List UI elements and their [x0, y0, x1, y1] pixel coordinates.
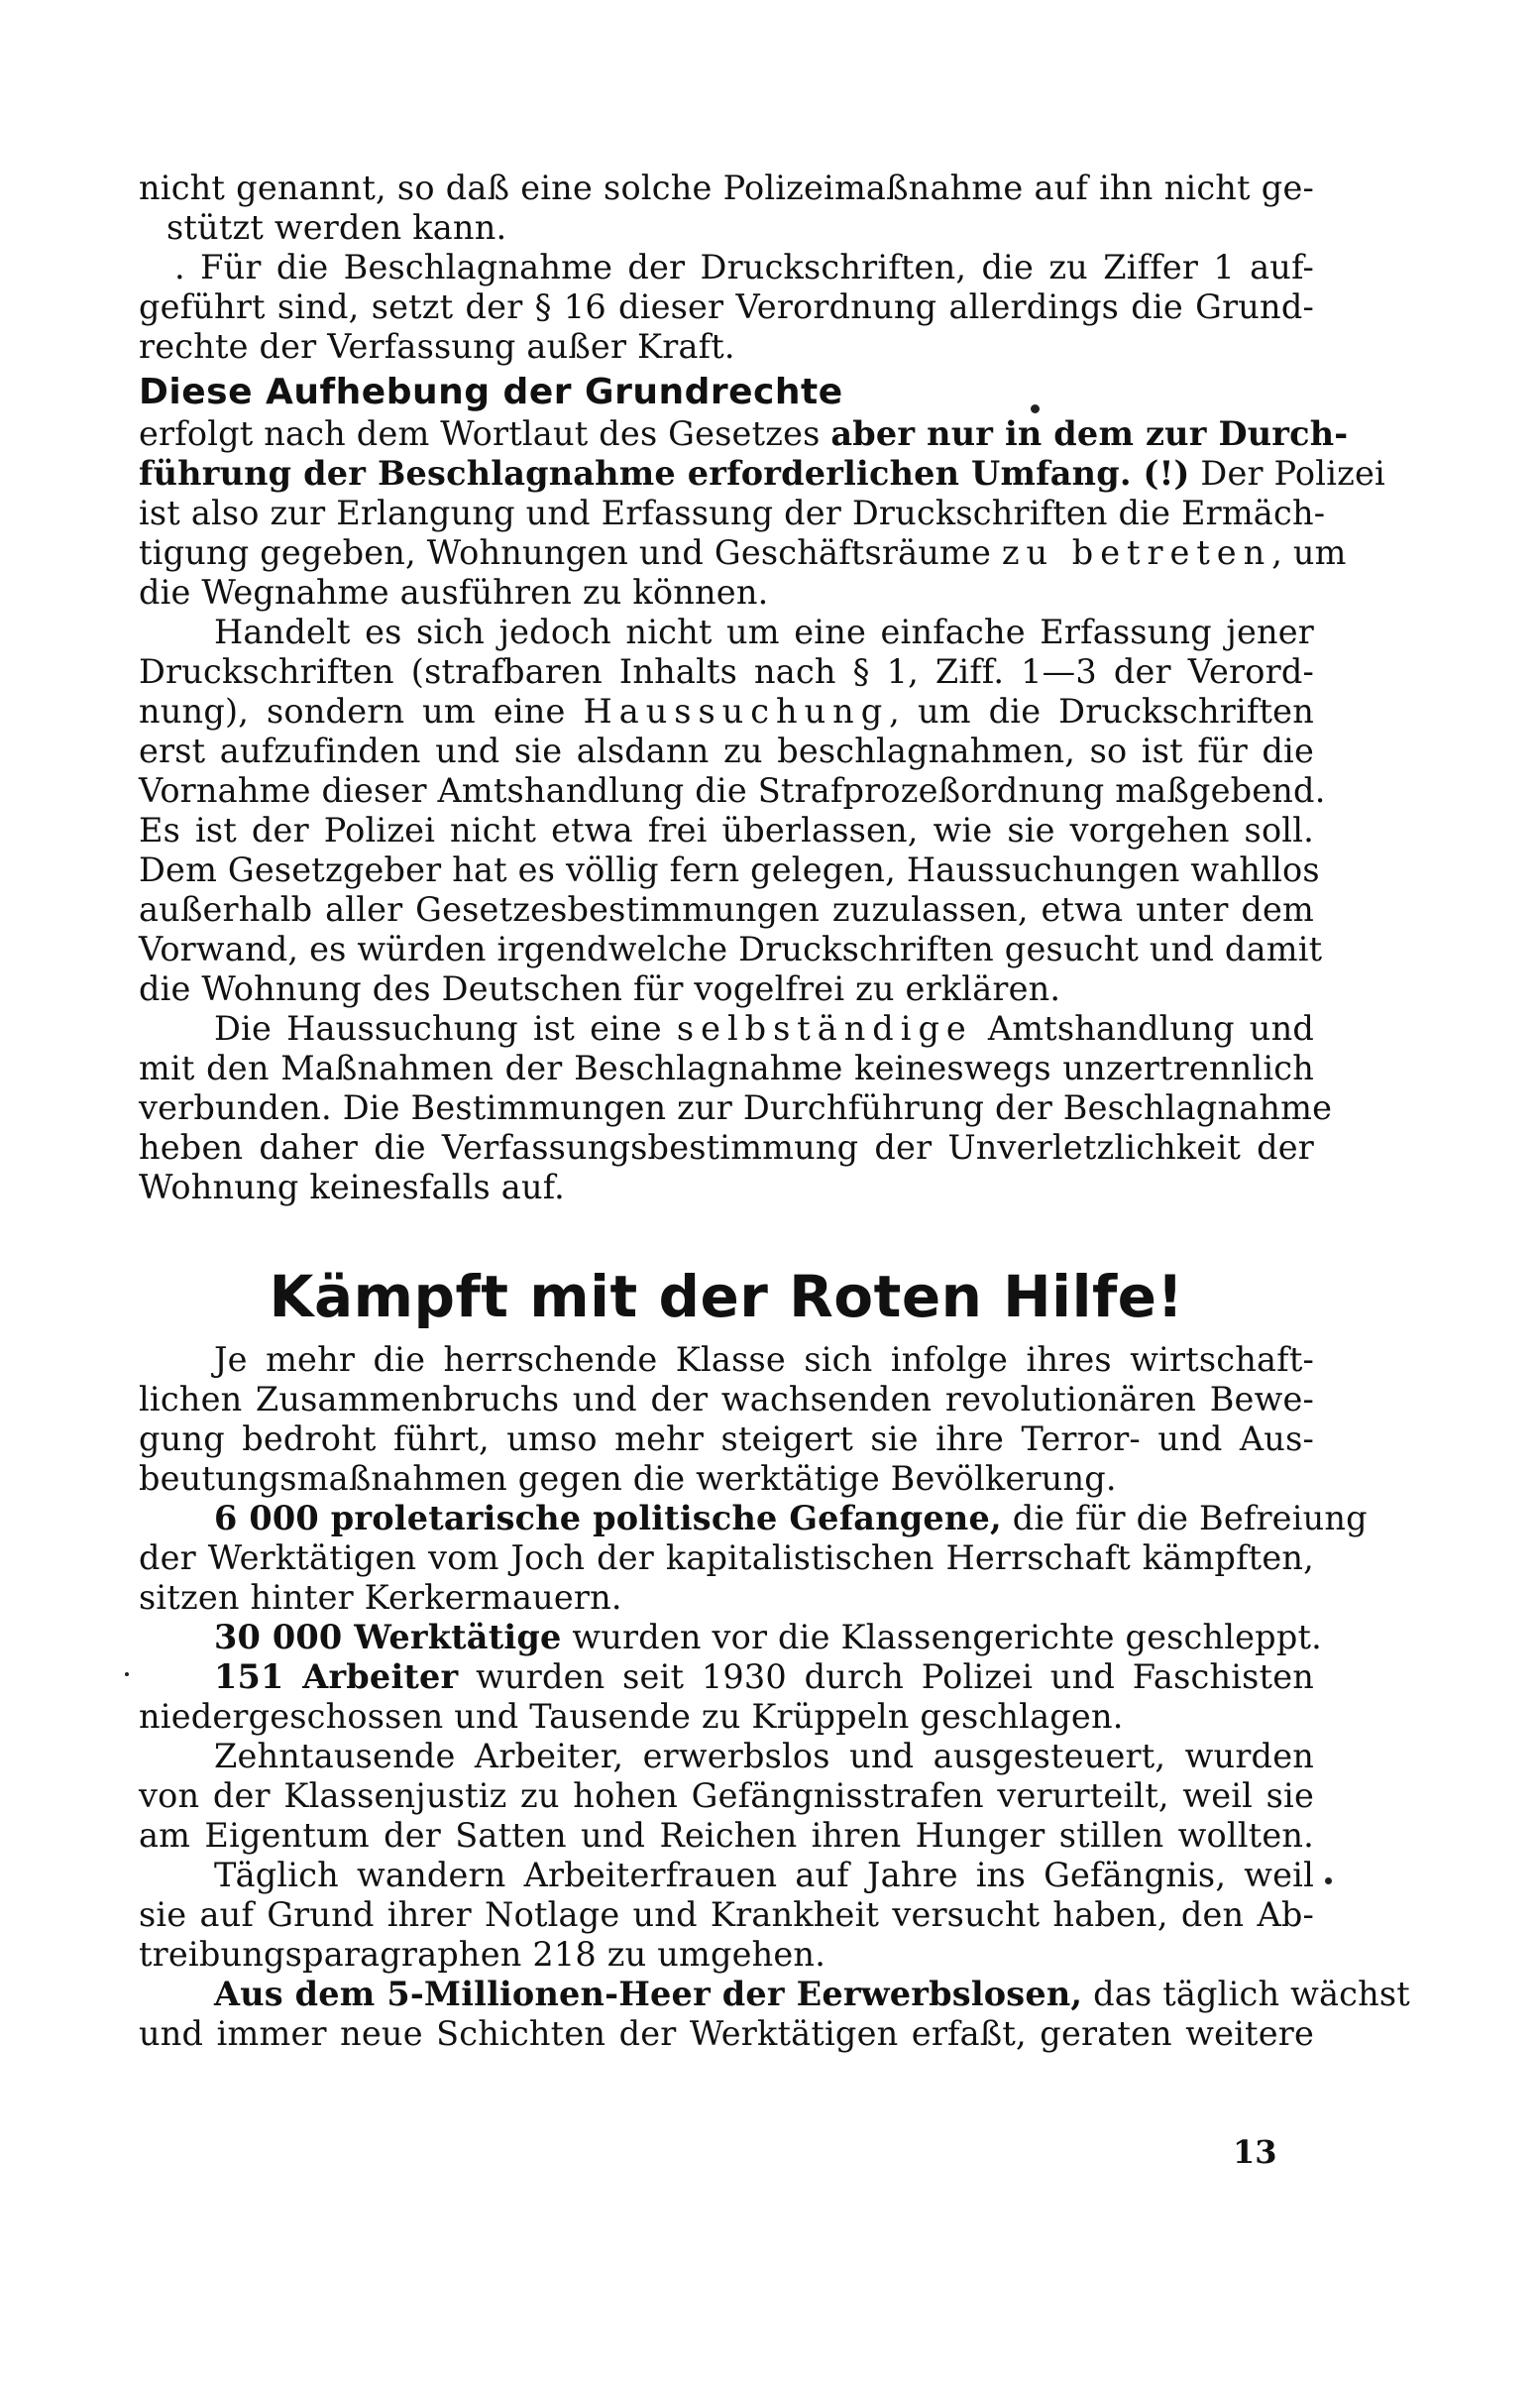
text-line: Je mehr die herrschende Klasse sich infolge ihres wirtschaft- — [214, 1340, 1314, 1379]
text-line: erfolgt nach dem Wortlaut des Gesetzes aber nur in dem zur Durch- — [139, 414, 1349, 453]
text-column — [139, 169, 1410, 2054]
text-line: lichen Zusammenbruchs und der wachsenden revolutionären Bewe- — [139, 1380, 1314, 1418]
main-heading: Kämpft mit der Roten Hilfe! — [269, 1263, 1184, 1330]
text-line: Dem Gesetzgeber hat es völlig fern gelegen, Haussuchungen wahllos — [139, 851, 1320, 889]
text-line: Zehntausende Arbeiter, erwerbslos und ausgesteuert, wurden — [214, 1737, 1314, 1775]
text-line: Vorwand, es würden irgendwelche Druckschriften gesucht und damit — [139, 930, 1323, 968]
print-speck — [1325, 1877, 1332, 1884]
section-heading: Diese Aufhebung der Grundrechte — [139, 372, 843, 412]
text-line: sitzen hinter Kerkermauern. — [139, 1578, 622, 1617]
text-line: rechte der Verfassung außer Kraft. — [139, 327, 735, 366]
text-line: heben daher die Verfassungsbestimmung der Unverletzlichkeit der — [139, 1128, 1314, 1167]
text-line: Die Haussuchung ist eine selbständige Amtshandlung und — [214, 1009, 1314, 1048]
text-line: Vornahme dieser Amtshandlung die Strafprozeßordnung maßgebend. — [139, 771, 1326, 810]
text-line: am Eigentum der Satten und Reichen ihren Hunger stillen wollten. — [139, 1816, 1314, 1855]
text-line: Druckschriften (strafbaren Inhalts nach § 1, Ziff. 1—3 der Verord- — [139, 652, 1314, 691]
page-number: 13 — [1233, 2133, 1277, 2171]
text-line: verbunden. Die Bestimmungen zur Durchführung der Beschlagnahme — [139, 1088, 1333, 1127]
text-line: 6 000 proletarische politische Gefangene, die für die Befreiung — [214, 1499, 1368, 1537]
text-line: nung), sondern um eine Haussuchung, um die Druckschriften — [139, 692, 1314, 731]
text-line: Täglich wandern Arbeiterfrauen auf Jahre ins Gefängnis, weil — [214, 1856, 1314, 1894]
text-line: von der Klassenjustiz zu hohen Gefängnisstrafen verurteilt, weil sie — [139, 1776, 1314, 1815]
text-line: erst aufzufinden und sie alsdann zu beschlagnahmen, so ist für die — [139, 732, 1314, 770]
text-line: mit den Maßnahmen der Beschlagnahme keineswegs unzertrennlich — [139, 1049, 1314, 1087]
text-line: niedergeschossen und Tausende zu Krüppeln geschlagen. — [139, 1697, 1124, 1736]
text-line: treibungsparagraphen 218 zu umgehen. — [139, 1935, 826, 1974]
text-line: der Werktätigen vom Joch der kapitalistischen Herrschaft kämpften, — [139, 1538, 1314, 1577]
text-line: und immer neue Schichten der Werktätigen erfaßt, geraten weitere — [139, 2014, 1314, 2053]
text-line: sie auf Grund ihrer Notlage und Krankheit versucht haben, den Ab- — [139, 1895, 1314, 1934]
text-line: führung der Beschlagnahme erforderlichen Umfang. (!) Der Polizei — [139, 454, 1385, 493]
text-line: außerhalb aller Gesetzesbestimmungen zuzulassen, etwa unter dem — [139, 890, 1314, 929]
print-speck — [1031, 404, 1040, 413]
text-line: die Wohnung des Deutschen für vogelfrei zu erklären. — [139, 969, 1061, 1008]
text-line: ist also zur Erlangung und Erfassung der Druckschriften die Ermäch- — [139, 494, 1326, 532]
text-line: . Für die Beschlagnahme der Druckschriften, die zu Ziffer 1 auf- — [174, 248, 1314, 286]
text-line: nicht genannt, so daß eine solche Polizeimaßnahme auf ihn nicht ge- — [139, 169, 1314, 207]
text-line: tigung gegeben, Wohnungen und Geschäftsräume zu betreten, um — [139, 533, 1347, 572]
text-line: 151 Arbeiter wurden seit 1930 durch Polizei und Faschisten — [214, 1657, 1314, 1696]
text-line: stützt werden kann. — [166, 208, 507, 247]
text-line: Es ist der Polizei nicht etwa frei überlassen, wie sie vorgehen soll. — [139, 811, 1314, 850]
text-line: Wohnung keinesfalls auf. — [139, 1168, 565, 1206]
text-line: Aus dem 5-Millionen-Heer der Eerwerbslosen, das täglich wächst — [214, 1975, 1410, 2013]
print-speck — [125, 1672, 129, 1676]
text-line: die Wegnahme ausführen zu können. — [139, 573, 769, 612]
text-line: gung bedroht führt, umso mehr steigert sie ihre Terror- und Aus- — [139, 1419, 1314, 1458]
text-line: Handelt es sich jedoch nicht um eine einfache Erfassung jener — [214, 613, 1314, 651]
text-line: geführt sind, setzt der § 16 dieser Verordnung allerdings die Grund- — [139, 287, 1314, 326]
text-line: 30 000 Werktätige wurden vor die Klassengerichte geschleppt. — [214, 1618, 1322, 1656]
text-line: beutungsmaßnahmen gegen die werktätige Bevölkerung. — [139, 1459, 1117, 1498]
